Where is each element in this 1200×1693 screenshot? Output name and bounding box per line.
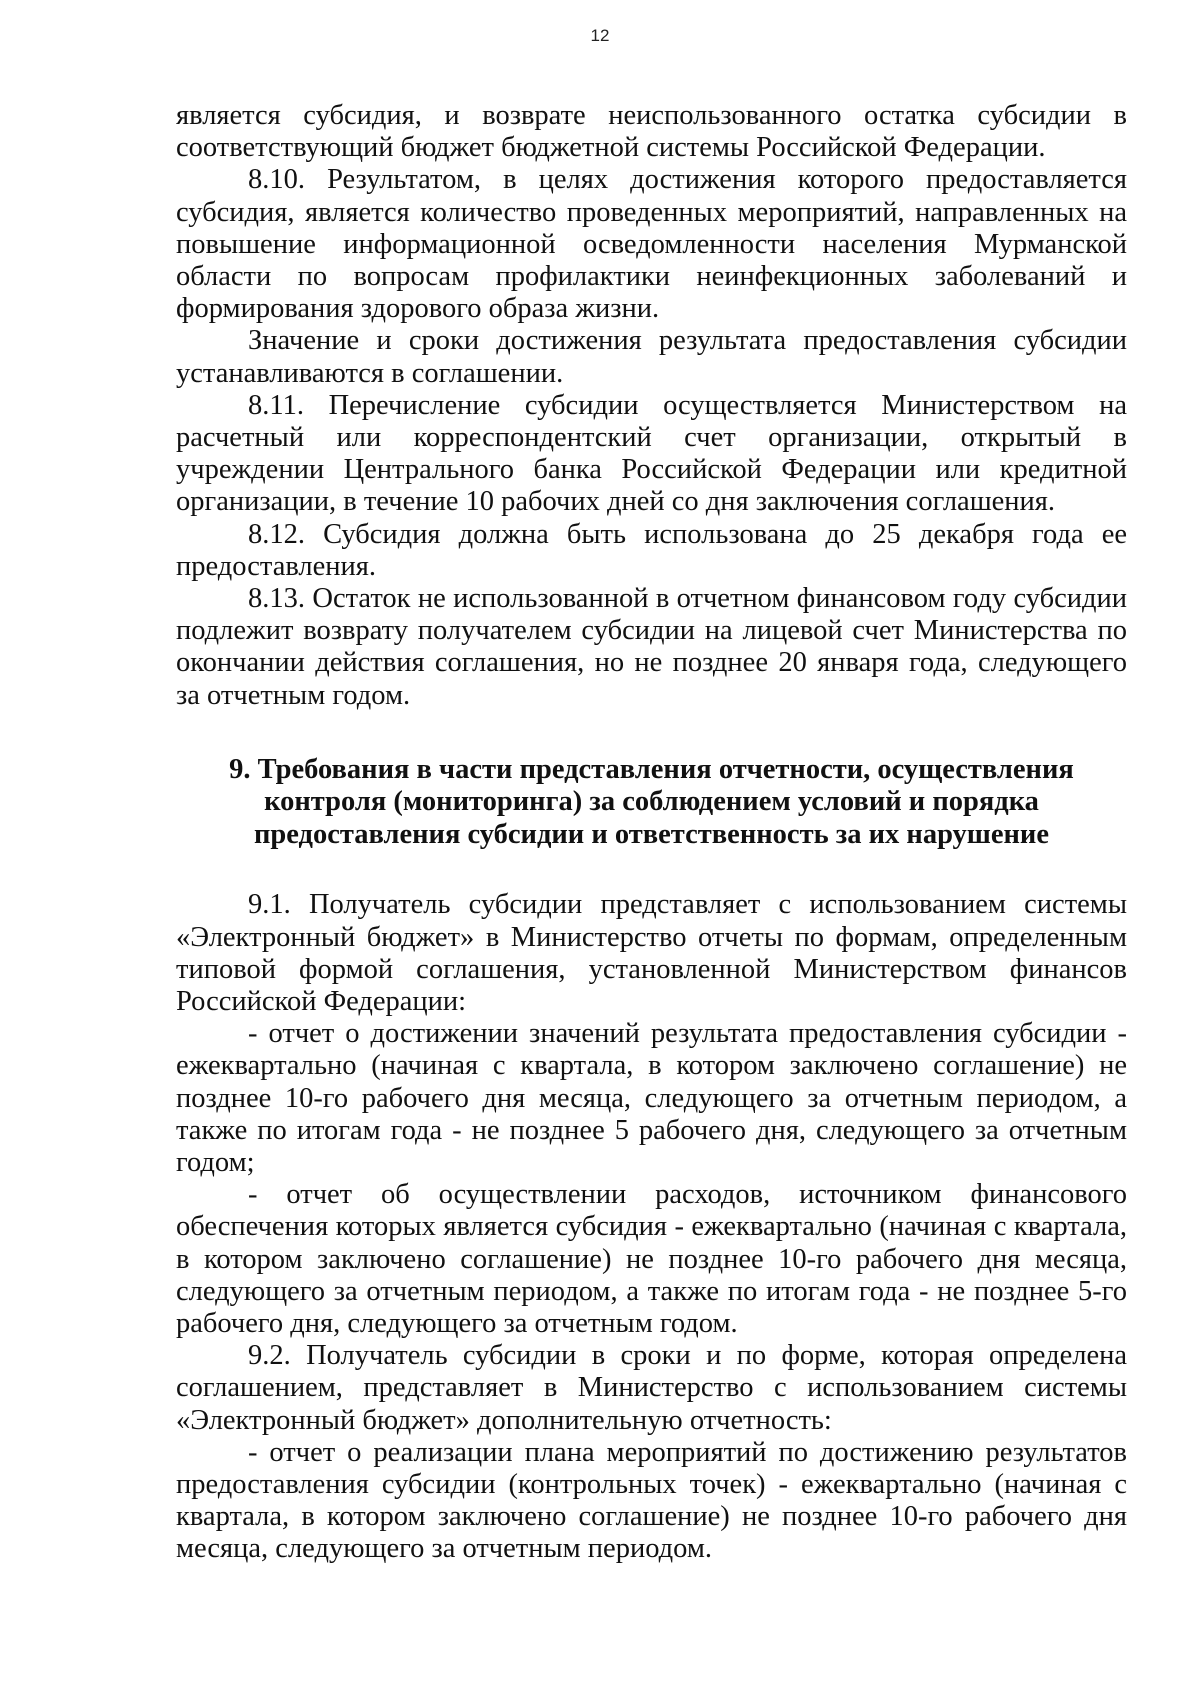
- paragraph-8-11: 8.11. Перечисление субсидии осуществляется Министерством на расчетный или корреспондентский счет организации, открытый в учреждении Центрального банка Российской Федерации или кредитной организации, в течение 10 рабочих дней со дня заключения соглашения.: [176, 389, 1127, 518]
- paragraph-continuation: является субсидия, и возврате неиспользованного остатка субсидии в соответствующий бюджет бюджетной системы Российской Федерации.: [176, 100, 1127, 164]
- paragraph-8-13: 8.13. Остаток не использованной в отчетном финансовом году субсидии подлежит возврату получателем субсидии на лицевой счет Министерства по окончании действия соглашения, но не позднее 20 января года, следующего за отчетным годом.: [176, 583, 1127, 711]
- paragraph-9-2: 9.2. Получатель субсидии в сроки и по форме, которая определена соглашением, представляет в Министерство с использованием системы «Электронный бюджет» дополнительную отчетность:: [176, 1340, 1127, 1436]
- paragraph-8-10: 8.10. Результатом, в целях достижения которого предоставляется субсидия, является количество проведенных мероприятий, направленных на повышение информационной осведомленности населения Мурманской области по вопросам профилактики неинфекционных заболеваний и формирования здорового образа жизни.: [176, 164, 1127, 325]
- section-heading: 9. Требования в части представления отчетности, осуществления контроля (мониторинга) за соблюдением условий и порядка предоставления субсидии и ответственность за их нарушение: [229, 753, 1074, 850]
- paragraph-result-terms: Значение и сроки достижения результата предоставления субсидии устанавливаются в соглашении.: [176, 325, 1127, 389]
- page-number: 12: [590, 26, 610, 45]
- paragraph-8-12: 8.12. Субсидия должна быть использована до 25 декабря года ее предоставления.: [176, 518, 1127, 582]
- list-item-expenses-report: - отчет об осуществлении расходов, источником финансового обеспечения которых является субсидия - ежеквартально (начиная с квартала, в котором заключено соглашение) не позднее 10-го рабочего дня месяца, следующего за отчетным периодом, а также по итогам года - не позднее 5-го рабочего дня, следующего за отчетным годом.: [176, 1179, 1127, 1339]
- paragraph-9-1: 9.1. Получатель субсидии представляет с использованием системы «Электронный бюджет» в Министерство отчеты по формам, определенным типовой формой соглашения, установленной Министерством финансов Российской Федерации:: [176, 889, 1127, 1017]
- document-body: [176, 100, 1127, 1566]
- list-item-results-report: - отчет о достижении значений результата предоставления субсидии - ежеквартально (начиная с квартала, в котором заключено соглашение) не позднее 10-го рабочего дня месяца, следующего за отчетным периодом, а также по итогам года - не позднее 5 рабочего дня, следующего за отчетным годом;: [176, 1018, 1127, 1178]
- list-item-plan-report: - отчет о реализации плана мероприятий по достижению результатов предоставления субсидии (контрольных точек) - ежеквартально (начиная с квартала, в котором заключено соглашение) не позднее 10-го рабочего дня месяца, следующего за отчетным периодом.: [176, 1436, 1127, 1565]
